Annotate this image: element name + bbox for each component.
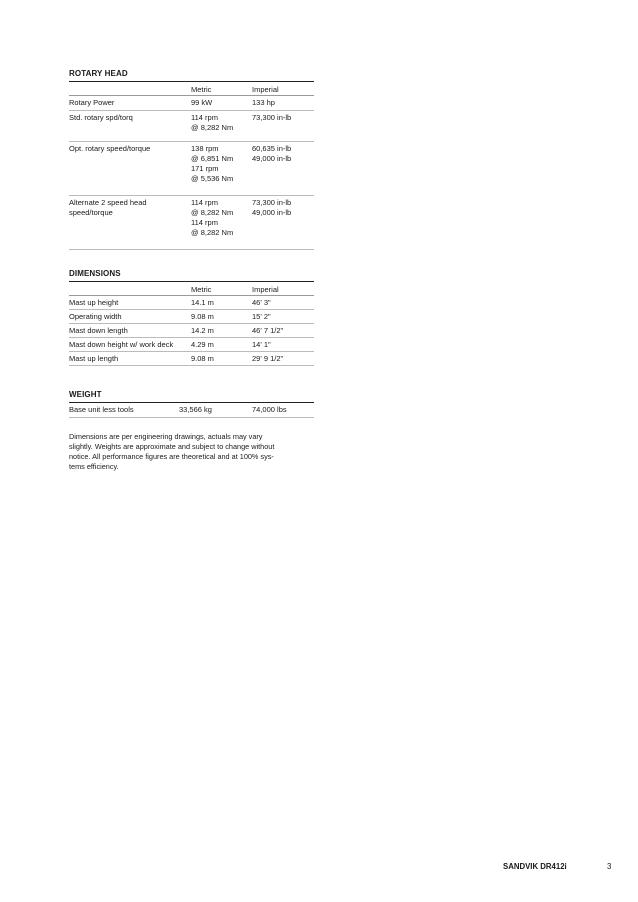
page-number: 3 [607,862,612,871]
row-label: Mast up length [69,354,119,363]
row-label: Alternate 2 speed head speed/torque [69,198,147,217]
metric-value: 33,566 kg [179,405,212,414]
imperial-header: Imperial [252,285,279,294]
row-label: Rotary Power [69,98,115,107]
imperial-header: Imperial [252,85,279,94]
imperial-value: 74,000 lbs [252,405,287,414]
rotary-head-title: ROTARY HEAD [69,69,314,82]
imperial-value: 46' 3" [252,298,271,307]
metric-value: 14.2 m [191,326,214,335]
table-row [69,111,314,142]
row-label: Mast down height w/ work deck [69,340,174,349]
table-row [69,403,314,418]
table-row [69,338,314,352]
footnote [69,432,319,472]
imperial-value: 73,300 in-lb 49,000 in-lb [252,198,292,217]
footer-brand: SANDVIK DR412i [503,862,567,871]
footnote-line: Dimensions are per engineering drawings, actuals may vary [69,432,263,441]
imperial-value: 15' 2" [252,312,271,321]
metric-value: 99 kW [191,98,213,107]
footnote-line: tems efficiency. [69,462,119,471]
rotary-head-header [69,82,314,96]
metric-header: Metric [191,285,212,294]
metric-header: Metric [191,85,212,94]
row-label: Std. rotary spd/torq [69,113,133,122]
metric-value: 9.08 m [191,312,214,321]
footnote-line: slightly. Weights are approximate and subject to change without [69,442,275,451]
table-row [69,296,314,310]
imperial-value: 14' 1" [252,340,271,349]
dimensions-title: DIMENSIONS [69,269,314,282]
weight-title: WEIGHT [69,390,314,403]
row-label: Mast down length [69,326,128,335]
rotary-head-section [69,69,314,250]
row-label: Base unit less tools [69,405,134,414]
row-label: Opt. rotary speed/torque [69,144,151,153]
table-row [69,142,314,196]
metric-value: 138 rpm @ 6,851 Nm 171 rpm @ 5,536 Nm [191,144,234,183]
imperial-value: 133 hp [252,98,275,107]
metric-value: 14.1 m [191,298,214,307]
imperial-value: 60,635 in-lb 49,000 in-lb [252,144,292,163]
metric-value: 9.08 m [191,354,214,363]
imperial-value: 73,300 in-lb [252,113,292,122]
imperial-value: 29' 9 1/2" [252,354,284,363]
table-row [69,352,314,366]
row-label: Operating width [69,312,122,321]
table-row [69,310,314,324]
table-row [69,196,314,250]
row-label: Mast up height [69,298,119,307]
metric-value: 114 rpm @ 8,282 Nm 114 rpm @ 8,282 Nm [191,198,234,237]
footnote-line: notice. All performance figures are theoretical and at 100% sys- [69,452,274,461]
metric-value: 114 rpm @ 8,282 Nm [191,113,234,132]
dimensions-section [69,269,314,366]
table-row [69,324,314,338]
imperial-value: 46' 7 1/2" [252,326,284,335]
metric-value: 4.29 m [191,340,214,349]
dimensions-header [69,282,314,296]
table-row [69,96,314,111]
weight-section [69,390,314,418]
